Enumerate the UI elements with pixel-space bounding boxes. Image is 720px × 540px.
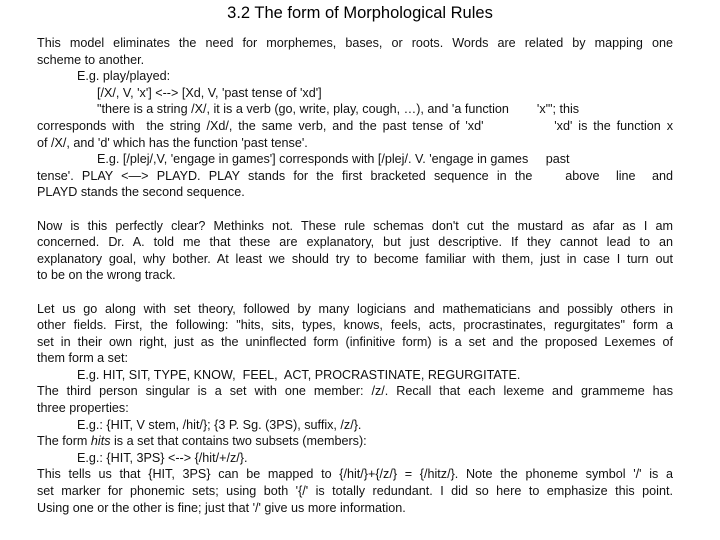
example-line: E.g. [/plej/,V, 'engage in games'] corresponds with [/plej/. V. 'engage in games past (97, 152, 570, 167)
paragraph-3-line-2: other fields. First, the following: "hits, sits, types, knows, feels, acts, procrastinates, regurgitates" form a (37, 318, 673, 333)
paragraph-3-line-3: set in their own right, just as the uninflected form (infinitive form) is a set and the proposed Lexemes of (37, 334, 673, 349)
paragraph-gap (37, 284, 673, 301)
paragraph-1-line-9: tense'. PLAY <—> PLAYD. PLAY stands for the first bracketed sequence in the above line and (37, 168, 673, 183)
paragraph-1-line-6: corresponds with the string /Xd/, the same verb, and the past tense of 'xd' 'xd' is the function x (37, 118, 673, 133)
rule-line: [/X/, V, 'x'] <--> [Xd, V, 'past tense of 'xd'] (97, 85, 322, 100)
paragraph-3-line-9 (37, 433, 673, 450)
example-line: E.g. play/played: (77, 69, 171, 84)
example-line: E.g.: {HIT, 3PS} <--> {/hit/+/z/}. (77, 450, 248, 465)
paragraph-2-line-1: Now is this perfectly clear? Methinks not. These rule schemas don't cut the mustard as afar as I am (37, 218, 673, 233)
paragraph-3-line-6: The third person singular is a set with one member: /z/. Recall that each lexeme and grammeme has (37, 384, 673, 399)
paragraph-3-line-1: Let us go along with set theory, followed by many logicians and mathematicians and possibly others in (37, 301, 673, 316)
paragraph-3-line-4: them form a set: (37, 351, 128, 366)
paragraph-2-line-3: explanatory goal, why bother. At least we should try to become familiar with them, just in case I turn out (37, 251, 673, 266)
emphasized-word: hits (90, 434, 111, 449)
line-suffix: is a set that contains two subsets (members): (110, 434, 367, 449)
example-line: E.g.: {HIT, V stem, /hit/}; {3 P. Sg. (3PS), suffix, /z/}. (77, 417, 362, 432)
example-line: E.g. HIT, SIT, TYPE, KNOW, FEEL, ACT, PROCRASTINATE, REGURGITATE. (77, 367, 521, 382)
paragraph-3-line-13: Using one or the other is fine; just that '/' give us more information. (37, 500, 406, 515)
paragraph-3-line-7: three properties: (37, 401, 129, 416)
paragraph-gap (37, 201, 673, 218)
paragraph-1-line-7: of /X/, and 'd' which has the function 'past tense'. (37, 135, 308, 150)
paragraph-1-line-10: PLAYD stands the second sequence. (37, 185, 245, 200)
paragraph-1-line-1: This model eliminates the need for morphemes, bases, or roots. Words are related by mapping one (37, 36, 673, 50)
rule-gloss-line: "there is a string /X/, it is a verb (go, write, play, cough, …), and 'a function 'x'"; this (97, 102, 580, 117)
paragraph-3-line-11: This tells us that {HIT, 3PS} can be mapped to {/hit/}+{/z/} = {/hitz/}. Note the phoneme symbol '/' is a (37, 467, 673, 482)
paragraph-2-line-2: concerned. Dr. A. told me that these are explanatory, but just descriptive. If they cannot lead to an (37, 235, 673, 250)
paragraph-2-line-4: to be on the wrong track. (37, 268, 176, 283)
paragraph-1-line-2: scheme to another. (37, 52, 145, 67)
page-title: 3.2 The form of Morphological Rules (227, 4, 493, 22)
paragraph-3-line-12: set marker for phonemic sets; using both '{/' is totally redundant. I did so here to emphasize this point. (37, 484, 673, 499)
document-body (37, 35, 673, 516)
line-prefix: The form (37, 434, 91, 449)
